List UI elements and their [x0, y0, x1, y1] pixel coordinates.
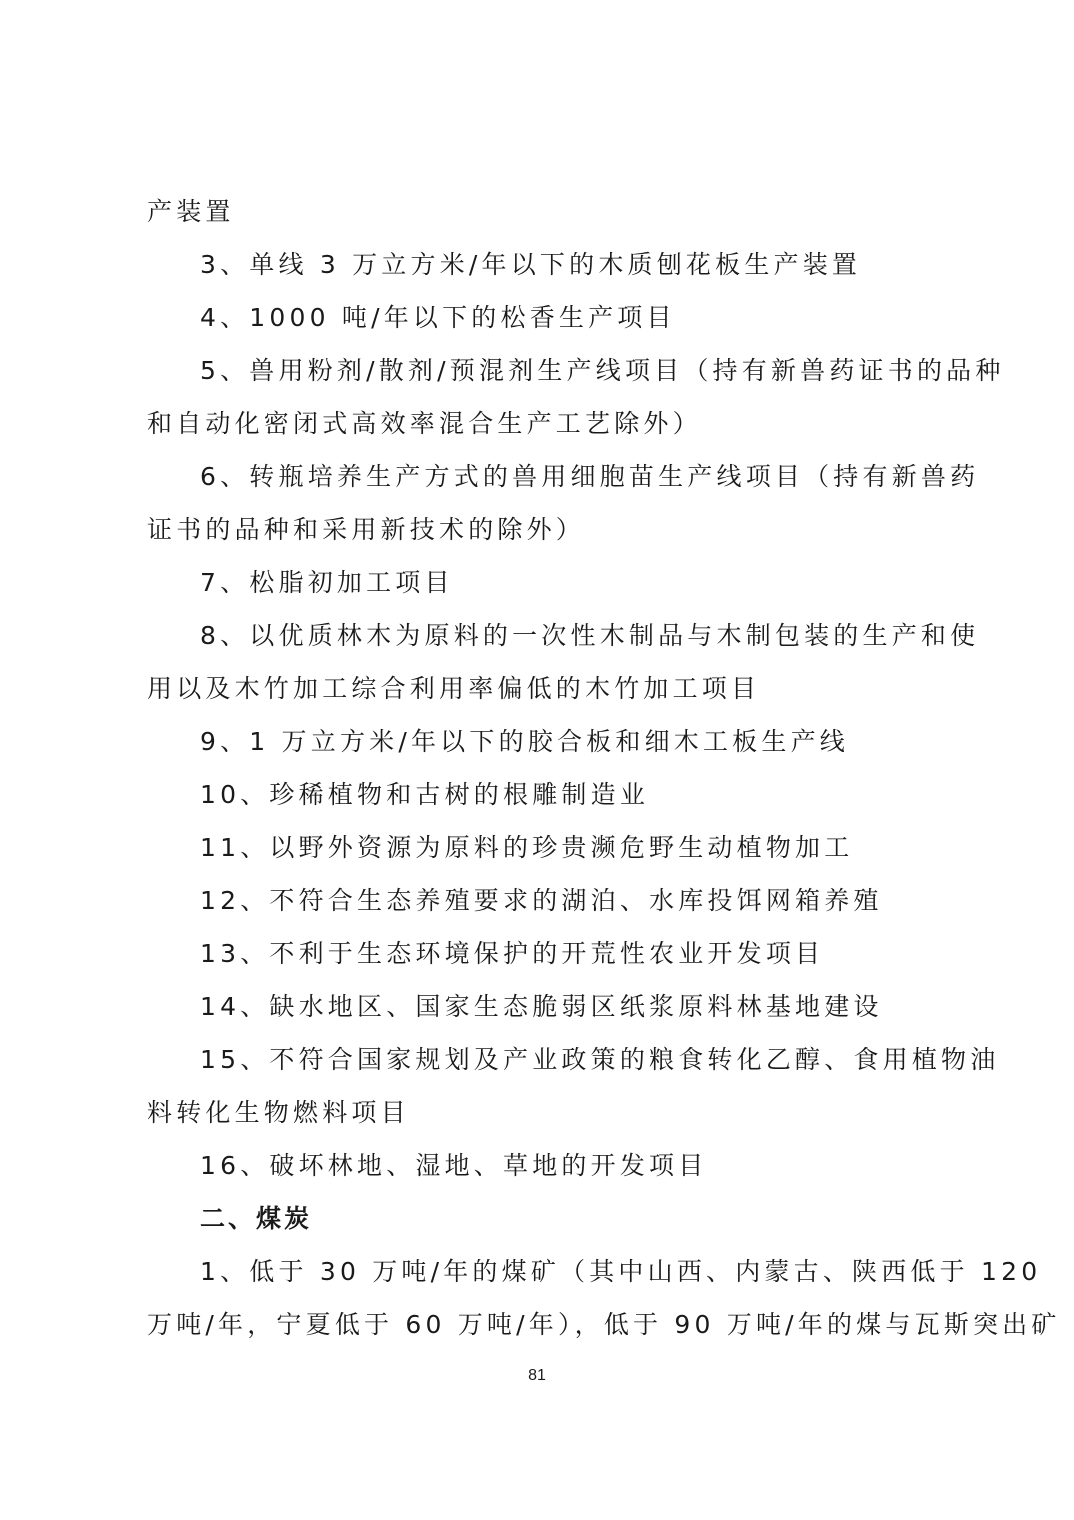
list-item-12: 12、不符合生态养殖要求的湖泊、水库投饵网箱养殖: [200, 886, 883, 915]
list-item-8-continuation: 用以及木竹加工综合利用率偏低的木竹加工项目: [147, 674, 761, 703]
coal-item-1-continuation: 万吨/年，宁夏低于 60 万吨/年），低于 90 万吨/年的煤与瓦斯突出矿: [147, 1310, 1061, 1339]
list-item-14: 14、缺水地区、国家生态脆弱区纸浆原料林基地建设: [200, 992, 883, 1021]
coal-item-1: 1、低于 30 万吨/年的煤矿（其中山西、内蒙古、陕西低于 120: [200, 1257, 1042, 1286]
section-heading-coal: 二、煤炭: [200, 1204, 313, 1233]
list-item-3: 3、单线 3 万立方米/年以下的木质刨花板生产装置: [200, 250, 862, 279]
text-line-continuation: 产装置: [147, 197, 235, 226]
list-item-8: 8、以优质林木为原料的一次性木制品与木制包装的生产和使: [200, 621, 980, 650]
list-item-9: 9、1 万立方米/年以下的胶合板和细木工板生产线: [200, 727, 849, 756]
list-item-6-continuation: 证书的品种和采用新技术的除外）: [147, 515, 586, 544]
list-item-5-continuation: 和自动化密闭式高效率混合生产工艺除外）: [147, 409, 702, 438]
list-item-13: 13、不利于生态环境保护的开荒性农业开发项目: [200, 939, 825, 968]
list-item-15-continuation: 料转化生物燃料项目: [147, 1098, 410, 1127]
list-item-6: 6、转瓶培养生产方式的兽用细胞苗生产线项目（持有新兽药: [200, 462, 980, 491]
list-item-7: 7、松脂初加工项目: [200, 568, 454, 597]
list-item-16: 16、破坏林地、湿地、草地的开发项目: [200, 1151, 708, 1180]
list-item-5: 5、兽用粉剂/散剂/预混剂生产线项目（持有新兽药证书的品种: [200, 356, 1005, 385]
list-item-15: 15、不符合国家规划及产业政策的粮食转化乙醇、食用植物油: [200, 1045, 1000, 1074]
page-number: 81: [528, 1367, 546, 1384]
list-item-11: 11、以野外资源为原料的珍贵濒危野生动植物加工: [200, 833, 854, 862]
list-item-4: 4、1000 吨/年以下的松香生产项目: [200, 303, 676, 332]
list-item-10: 10、珍稀植物和古树的根雕制造业: [200, 780, 650, 809]
